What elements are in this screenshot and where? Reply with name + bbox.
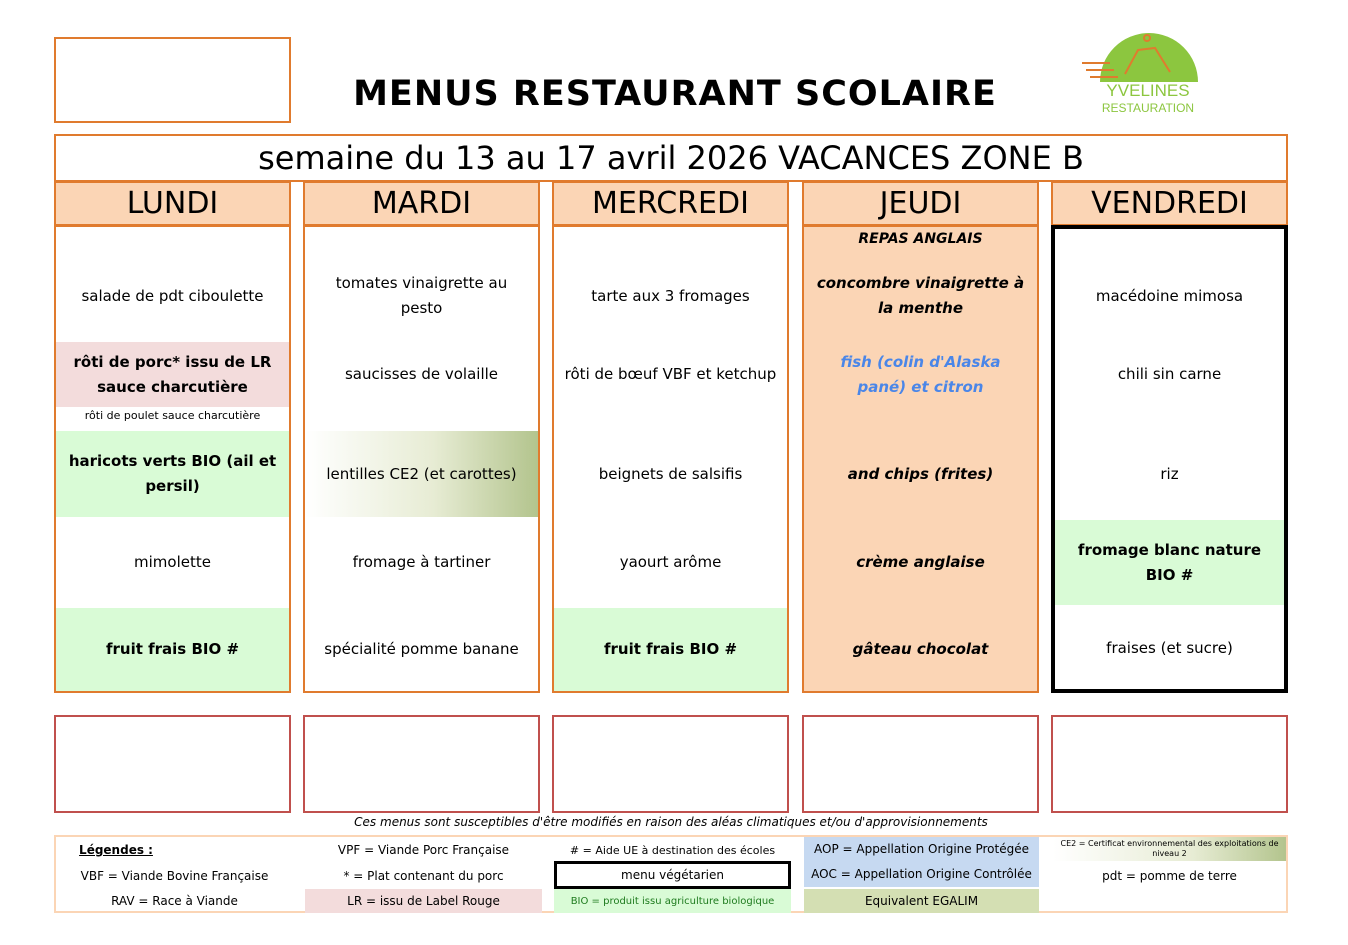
day-header-jeudi: JEUDI: [802, 181, 1039, 226]
disclaimer-text: Ces menus sont susceptibles d'être modifiés en raison des aléas climatiques et/ou d'approvisionnements: [354, 815, 988, 829]
note-box-mercredi: [552, 715, 789, 813]
week-banner: semaine du 13 au 17 avril 2026 VACANCES ZONE B: [54, 134, 1288, 182]
menu-item-alternative: rôti de poulet sauce charcutière: [84, 409, 261, 422]
menu-item-dessert: fraises (et sucre): [1106, 639, 1233, 657]
note-box-vendredi: [1051, 715, 1288, 813]
legend-bio: BIO = produit issu agriculture biologique: [554, 889, 791, 913]
menu-item-cheese: fromage à tartiner: [352, 552, 491, 571]
page-title: MENUS RESTAURANT SCOLAIRE: [353, 74, 997, 114]
legend-aoc: AOC = Appellation Origine Contrôlée: [804, 861, 1039, 887]
theme-label: REPAS ANGLAIS: [858, 230, 983, 247]
menu-item-starter: tarte aux 3 fromages: [591, 286, 750, 305]
menu-item-starter: macédoine mimosa: [1095, 286, 1244, 305]
legend-vbf: VBF = Viande Bovine Française: [80, 869, 269, 883]
logo-placeholder-box: [54, 37, 291, 123]
menu-item-side: beignets de salsifis: [598, 464, 743, 483]
menu-item-side: riz: [1160, 464, 1179, 483]
logo-text-yvelines: YVELINES: [1106, 81, 1190, 100]
legend-ce2: CE2 = Certificat environnemental des exploitations de niveau 2: [1053, 837, 1286, 861]
day-header-vendredi: VENDREDI: [1051, 181, 1288, 226]
menu-item-main: rôti de porc* issu de LR sauce charcutière: [56, 342, 289, 407]
legend-vegetarian: menu végétarien: [554, 861, 791, 889]
yvelines-restauration-logo: [1080, 30, 1205, 120]
menu-item-side: haricots verts BIO (ail et persil): [56, 431, 289, 517]
menu-item-main: rôti de bœuf VBF et ketchup: [564, 365, 777, 383]
legend-rav: RAV = Race à Viande: [111, 894, 238, 908]
menu-item-starter: concombre vinaigrette à la menthe: [816, 274, 1025, 317]
note-box-lundi: [54, 715, 291, 813]
menu-item-side: and chips (frites): [847, 464, 994, 483]
menu-item-dessert: fruit frais BIO #: [56, 608, 289, 691]
note-box-jeudi: [802, 715, 1039, 813]
day-header-lundi: LUNDI: [54, 181, 291, 226]
menu-item-starter: salade de pdt ciboulette: [81, 286, 264, 305]
legend-lr: LR = issu de Label Rouge: [305, 889, 542, 913]
menu-item-dessert: spécialité pomme banane: [324, 640, 519, 658]
day-column-mercredi: [552, 225, 789, 693]
day-column-vendredi: [1051, 225, 1288, 693]
legend-title: Légendes :: [79, 843, 153, 857]
menu-item-side: lentilles CE2 (et carottes): [305, 431, 538, 517]
day-header-mercredi: MERCREDI: [552, 181, 789, 226]
menu-item-cheese: fromage blanc nature BIO #: [1055, 520, 1284, 605]
day-column-jeudi: [802, 225, 1039, 693]
menu-item-main: saucisses de volaille: [344, 365, 499, 383]
menu-item-cheese: mimolette: [134, 552, 211, 571]
legend: [54, 835, 1288, 913]
menu-item-main: fish (colin d'Alaska pané) et citron: [840, 352, 1001, 396]
note-box-mardi: [303, 715, 540, 813]
menu-item-cheese: crème anglaise: [856, 552, 985, 571]
legend-pdt: pdt = pomme de terre: [1102, 869, 1237, 883]
menu-item-dessert: fruit frais BIO #: [554, 608, 787, 691]
day-column-lundi: [54, 225, 291, 693]
legend-aop: AOP = Appellation Origine Protégée: [804, 837, 1039, 861]
menu-item-cheese: yaourt arôme: [619, 552, 722, 571]
legend-aide: # = Aide UE à destination des écoles: [569, 843, 776, 857]
day-header-mardi: MARDI: [303, 181, 540, 226]
legend-porc: * = Plat contenant du porc: [343, 869, 504, 883]
legend-egalim: Equivalent EGALIM: [804, 889, 1039, 913]
day-column-mardi: [303, 225, 540, 693]
menu-item-main: chili sin carne: [1117, 365, 1222, 383]
logo-text-restauration: RESTAURATION: [1101, 101, 1195, 115]
menu-item-dessert: gâteau chocolat: [852, 640, 989, 658]
menu-item-starter: tomates vinaigrette au pesto: [335, 274, 508, 317]
legend-vpf: VPF = Viande Porc Française: [337, 843, 510, 857]
